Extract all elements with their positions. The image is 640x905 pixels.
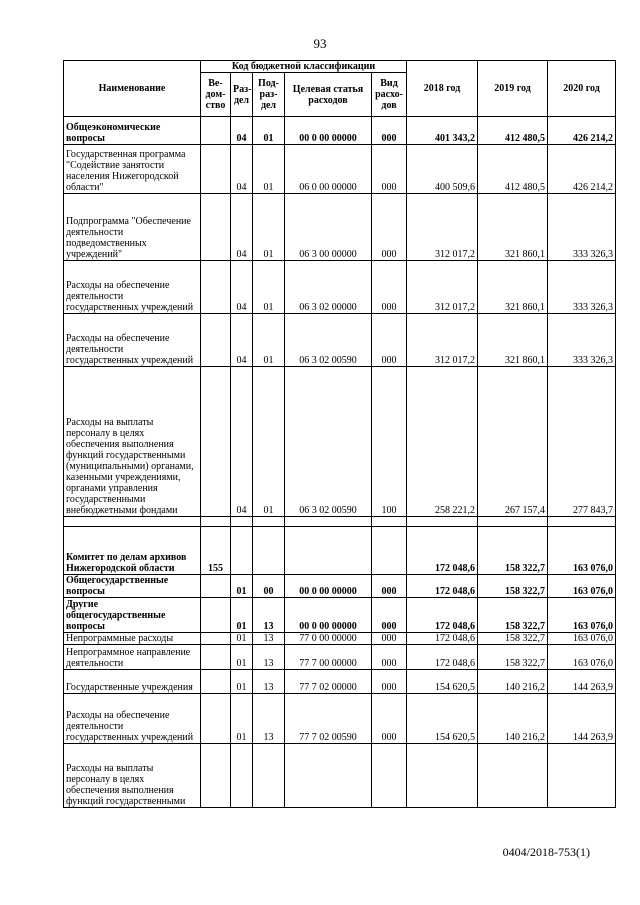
header-2020: 2020 год (548, 61, 616, 117)
cell-target (285, 527, 372, 575)
cell-name: Государственные учреждения (64, 670, 201, 694)
cell-vid: 000 (372, 117, 407, 145)
cell-2020: 426 214,2 (548, 117, 616, 145)
cell-target: 77 0 00 00000 (285, 633, 372, 645)
table-row (64, 367, 616, 517)
cell-razdel: 01 (231, 633, 253, 645)
header-row-1 (64, 61, 616, 73)
cell-podrazdel (253, 744, 285, 808)
cell-ved (201, 314, 231, 367)
cell-2019: 158 322,7 (478, 598, 548, 633)
cell-target: 00 0 00 00000 (285, 598, 372, 633)
cell-ved (201, 117, 231, 145)
cell-vid: 000 (372, 694, 407, 744)
cell-razdel: 01 (231, 598, 253, 633)
cell-razdel: 01 (231, 694, 253, 744)
cell-razdel: 04 (231, 261, 253, 314)
cell-podrazdel: 01 (253, 261, 285, 314)
cell-vid: 000 (372, 645, 407, 670)
cell-2018: 312 017,2 (407, 314, 478, 367)
cell-2020: 163 076,0 (548, 633, 616, 645)
cell-2018 (407, 744, 478, 808)
header-2019: 2019 год (478, 61, 548, 117)
cell-2019: 321 860,1 (478, 261, 548, 314)
cell-2019 (478, 744, 548, 808)
table-row (64, 194, 616, 261)
cell-target: 77 7 02 00590 (285, 694, 372, 744)
cell-2018: 172 048,6 (407, 575, 478, 598)
cell-2018: 172 048,6 (407, 527, 478, 575)
cell-podrazdel: 00 (253, 575, 285, 598)
cell-ved: 155 (201, 527, 231, 575)
cell-name: Расходы на обеспечение деятельности государственных учреждений (64, 694, 201, 744)
cell-podrazdel: 01 (253, 145, 285, 194)
cell-2018: 258 221,2 (407, 367, 478, 517)
empty-cell (231, 517, 253, 527)
cell-podrazdel: 13 (253, 645, 285, 670)
cell-vid: 000 (372, 261, 407, 314)
cell-name: Расходы на обеспечение деятельности государственных учреждений (64, 314, 201, 367)
cell-name: Расходы на обеспечение деятельности государственных учреждений (64, 261, 201, 314)
cell-2019: 267 157,4 (478, 367, 548, 517)
cell-vid: 100 (372, 367, 407, 517)
cell-ved (201, 194, 231, 261)
cell-2018: 172 048,6 (407, 633, 478, 645)
empty-cell (478, 517, 548, 527)
cell-2020 (548, 744, 616, 808)
cell-2018: 172 048,6 (407, 645, 478, 670)
cell-podrazdel: 13 (253, 598, 285, 633)
cell-2020: 426 214,2 (548, 145, 616, 194)
cell-vid: 000 (372, 633, 407, 645)
cell-name: Государственная программа "Содействие занятости населения Нижегородской области" (64, 145, 201, 194)
header-vid: Вид расхо-дов (372, 73, 407, 117)
cell-2019: 140 216,2 (478, 670, 548, 694)
cell-vid: 000 (372, 145, 407, 194)
cell-target: 77 7 00 00000 (285, 645, 372, 670)
cell-podrazdel: 13 (253, 694, 285, 744)
cell-razdel: 04 (231, 367, 253, 517)
cell-2018: 312 017,2 (407, 194, 478, 261)
cell-2020: 163 076,0 (548, 645, 616, 670)
cell-target: 06 3 02 00590 (285, 367, 372, 517)
cell-razdel (231, 744, 253, 808)
table-row (64, 145, 616, 194)
empty-cell (372, 517, 407, 527)
header-classification: Код бюджетной классификации (201, 61, 407, 73)
cell-name: Подпрограмма "Обеспечение деятельности подведомственных учреждений" (64, 194, 201, 261)
cell-target: 06 0 00 00000 (285, 145, 372, 194)
cell-2018: 401 343,2 (407, 117, 478, 145)
cell-ved (201, 694, 231, 744)
table-row (64, 694, 616, 744)
cell-razdel: 04 (231, 145, 253, 194)
cell-2020: 333 326,3 (548, 261, 616, 314)
cell-target: 06 3 02 00000 (285, 261, 372, 314)
empty-cell (407, 517, 478, 527)
header-2018: 2018 год (407, 61, 478, 117)
cell-razdel: 04 (231, 194, 253, 261)
cell-2020: 333 326,3 (548, 194, 616, 261)
separator-row (64, 517, 616, 527)
cell-name: Непрограммные расходы (64, 633, 201, 645)
cell-podrazdel: 13 (253, 670, 285, 694)
cell-razdel (231, 527, 253, 575)
cell-name: Расходы на выплаты персоналу в целях обеспечения выполнения функций государственными (муниципальными) органами, казенными учреждениями, органами управления государственными внебюджетными фондами (64, 367, 201, 517)
header-razdel: Раз-дел (231, 73, 253, 117)
cell-target: 06 3 00 00000 (285, 194, 372, 261)
cell-name: Общегосударственные вопросы (64, 575, 201, 598)
cell-vid (372, 527, 407, 575)
header-podrazdel: Под-раз-дел (253, 73, 285, 117)
empty-cell (548, 517, 616, 527)
cell-2020: 333 326,3 (548, 314, 616, 367)
cell-2019: 140 216,2 (478, 694, 548, 744)
cell-ved (201, 261, 231, 314)
cell-2019: 321 860,1 (478, 314, 548, 367)
cell-2019: 158 322,7 (478, 575, 548, 598)
cell-razdel: 04 (231, 117, 253, 145)
cell-2019: 158 322,7 (478, 645, 548, 670)
cell-ved (201, 645, 231, 670)
cell-vid: 000 (372, 598, 407, 633)
cell-ved (201, 744, 231, 808)
table-row (64, 645, 616, 670)
table-row (64, 633, 616, 645)
table-row (64, 314, 616, 367)
cell-2018: 400 509,6 (407, 145, 478, 194)
cell-ved (201, 575, 231, 598)
cell-razdel: 01 (231, 645, 253, 670)
page-number: 93 (313, 36, 327, 51)
cell-podrazdel: 01 (253, 117, 285, 145)
cell-2019: 158 322,7 (478, 527, 548, 575)
cell-target: 06 3 02 00590 (285, 314, 372, 367)
cell-2019: 321 860,1 (478, 194, 548, 261)
budget-table (63, 60, 616, 808)
cell-2020: 163 076,0 (548, 527, 616, 575)
empty-cell (285, 517, 372, 527)
cell-razdel: 01 (231, 670, 253, 694)
cell-vid: 000 (372, 194, 407, 261)
cell-razdel: 04 (231, 314, 253, 367)
cell-vid: 000 (372, 670, 407, 694)
cell-name: Другие общегосударственные вопросы (64, 598, 201, 633)
cell-2019: 158 322,7 (478, 633, 548, 645)
table-row (64, 261, 616, 314)
table-row (64, 117, 616, 145)
cell-2018: 154 620,5 (407, 670, 478, 694)
cell-name: Общеэкономические вопросы (64, 117, 201, 145)
cell-target: 00 0 00 00000 (285, 575, 372, 598)
table-body (64, 117, 616, 808)
cell-target (285, 744, 372, 808)
cell-podrazdel: 01 (253, 194, 285, 261)
cell-vid: 000 (372, 314, 407, 367)
cell-ved (201, 670, 231, 694)
cell-podrazdel: 01 (253, 314, 285, 367)
table-row (64, 744, 616, 808)
table-row (64, 598, 616, 633)
cell-2018: 172 048,6 (407, 598, 478, 633)
empty-cell (253, 517, 285, 527)
table-row (64, 670, 616, 694)
cell-podrazdel: 13 (253, 633, 285, 645)
cell-target: 77 7 02 00000 (285, 670, 372, 694)
header-name: Наименование (64, 61, 201, 117)
cell-ved (201, 367, 231, 517)
cell-vid: 000 (372, 575, 407, 598)
cell-vid (372, 744, 407, 808)
table-row (64, 575, 616, 598)
cell-name: Непрограммное направление деятельности (64, 645, 201, 670)
cell-podrazdel (253, 527, 285, 575)
cell-name: Расходы на выплаты персоналу в целях обеспечения выполнения функций государственными (64, 744, 201, 808)
cell-target: 00 0 00 00000 (285, 117, 372, 145)
cell-2018: 312 017,2 (407, 261, 478, 314)
header-ved: Ве-дом-ство (201, 73, 231, 117)
cell-2019: 412 480,5 (478, 145, 548, 194)
empty-cell (64, 517, 201, 527)
document-code: 0404/2018-753(1) (502, 845, 590, 859)
table-row (64, 527, 616, 575)
cell-2020: 277 843,7 (548, 367, 616, 517)
cell-razdel: 01 (231, 575, 253, 598)
empty-cell (201, 517, 231, 527)
cell-2020: 144 263,9 (548, 670, 616, 694)
cell-2019: 412 480,5 (478, 117, 548, 145)
cell-2020: 144 263,9 (548, 694, 616, 744)
cell-ved (201, 633, 231, 645)
cell-podrazdel: 01 (253, 367, 285, 517)
cell-2018: 154 620,5 (407, 694, 478, 744)
cell-ved (201, 598, 231, 633)
cell-ved (201, 145, 231, 194)
cell-name: Комитет по делам архивов Нижегородской области (64, 527, 201, 575)
cell-2020: 163 076,0 (548, 575, 616, 598)
header-target: Целевая статья расходов (285, 73, 372, 117)
cell-2020: 163 076,0 (548, 598, 616, 633)
